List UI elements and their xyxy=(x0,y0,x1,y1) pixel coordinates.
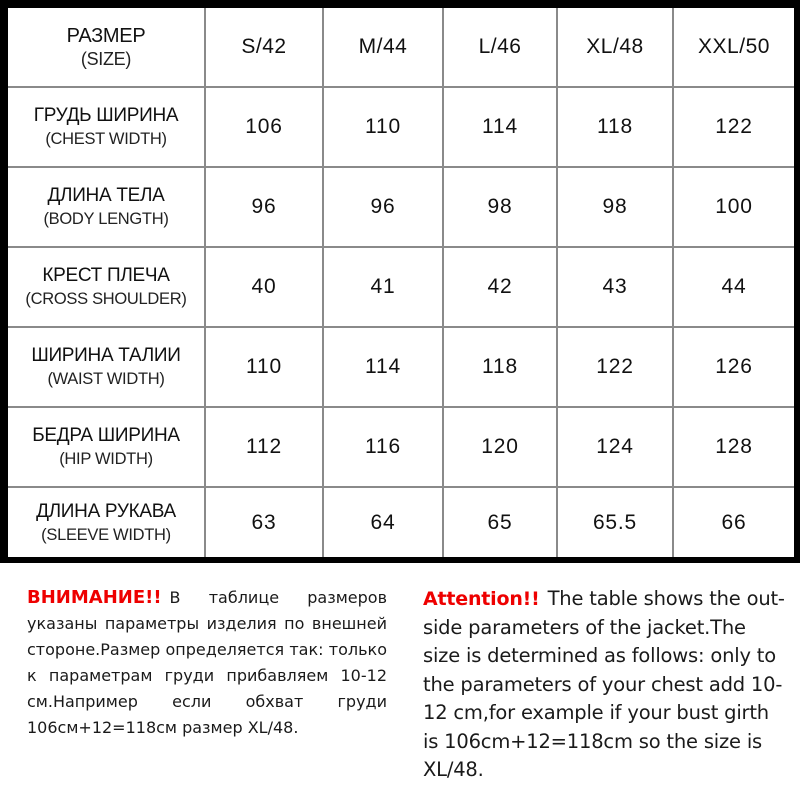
cell-value: 96 xyxy=(205,167,323,247)
cell-value: 124 xyxy=(557,407,673,487)
cell-value: 114 xyxy=(443,87,557,167)
alert-label-en: Attention!! xyxy=(423,588,540,610)
note-text-ru: В таблице размеров указаны параметры изделия по внешней стороне.Размер определяется так: только к параметрам груди прибавляем 10-12 см.Например если обхват груди 106см+12=118см размер XL/48. xyxy=(27,588,387,737)
table-row-cross-shoulder xyxy=(8,247,794,327)
cell-value: 42 xyxy=(443,247,557,327)
size-label-en: (SIZE) xyxy=(80,49,132,69)
size-label-cell xyxy=(8,8,205,87)
cell-value: 120 xyxy=(443,407,557,487)
cell-value: 41 xyxy=(323,247,443,327)
cell-value: 114 xyxy=(323,327,443,407)
size-header-l: L/46 xyxy=(443,8,557,87)
row-label-ru: БЕДРА ШИРИНА xyxy=(32,425,180,446)
cell-value: 96 xyxy=(323,167,443,247)
row-label-ru: ШИРИНА ТАЛИИ xyxy=(31,345,181,366)
cell-value: 44 xyxy=(673,247,794,327)
row-label xyxy=(8,247,205,327)
table-row-hip xyxy=(8,407,794,487)
cell-value: 110 xyxy=(205,327,323,407)
table-row-waist xyxy=(8,327,794,407)
size-label-ru: РАЗМЕР xyxy=(66,25,146,47)
cell-value: 122 xyxy=(673,87,794,167)
note-text-en: The table shows the out-side parameters of the jacket.The size is determined as follows: only to the parameters of your chest add 10-12 cm,for example if your bust girth is 106cm+12=118cm so the size is XL/48. xyxy=(423,587,785,781)
cell-value: 106 xyxy=(205,87,323,167)
cell-value: 118 xyxy=(443,327,557,407)
table-row-sleeve xyxy=(8,487,794,557)
row-label-en: (CROSS SHOULDER) xyxy=(25,290,187,308)
cell-value: 98 xyxy=(443,167,557,247)
row-label-en: (BODY LENGTH) xyxy=(43,210,169,228)
cell-value: 118 xyxy=(557,87,673,167)
size-chart-table xyxy=(8,8,794,557)
row-label-ru: ГРУДЬ ШИРИНА xyxy=(33,105,179,126)
row-label-ru: КРЕСТ ПЛЕЧА xyxy=(42,265,170,286)
row-label-en: (WAIST WIDTH) xyxy=(47,370,165,388)
row-label-ru: ДЛИНА ТЕЛА xyxy=(47,185,165,206)
cell-value: 65 xyxy=(443,487,557,557)
cell-value: 126 xyxy=(673,327,794,407)
cell-value: 64 xyxy=(323,487,443,557)
cell-value: 128 xyxy=(673,407,794,487)
cell-value: 112 xyxy=(205,407,323,487)
size-header-xxl: XXL/50 xyxy=(673,8,794,87)
cell-value: 122 xyxy=(557,327,673,407)
table-row-body-length xyxy=(8,167,794,247)
row-label-en: (CHEST WIDTH) xyxy=(45,130,167,148)
cell-value: 98 xyxy=(557,167,673,247)
cell-value: 65.5 xyxy=(557,487,673,557)
cell-value: 110 xyxy=(323,87,443,167)
row-label xyxy=(8,327,205,407)
size-header-xl: XL/48 xyxy=(557,8,673,87)
cell-value: 63 xyxy=(205,487,323,557)
row-label xyxy=(8,167,205,247)
size-header-m: M/44 xyxy=(323,8,443,87)
note-english xyxy=(423,585,785,785)
cell-value: 40 xyxy=(205,247,323,327)
row-label xyxy=(8,407,205,487)
header-row xyxy=(8,8,794,87)
cell-value: 66 xyxy=(673,487,794,557)
size-header-s: S/42 xyxy=(205,8,323,87)
alert-label-ru: ВНИМАНИЕ!! xyxy=(27,587,162,608)
row-label-en: (HIP WIDTH) xyxy=(59,450,153,468)
row-label-ru: ДЛИНА РУКАВА xyxy=(36,500,176,522)
cell-value: 116 xyxy=(323,407,443,487)
note-russian xyxy=(27,585,387,741)
row-label xyxy=(8,87,205,167)
row-label-en: (SLEEVE WIDTH) xyxy=(41,525,171,544)
row-label xyxy=(8,487,205,557)
cell-value: 43 xyxy=(557,247,673,327)
table-row-chest xyxy=(8,87,794,167)
cell-value: 100 xyxy=(673,167,794,247)
